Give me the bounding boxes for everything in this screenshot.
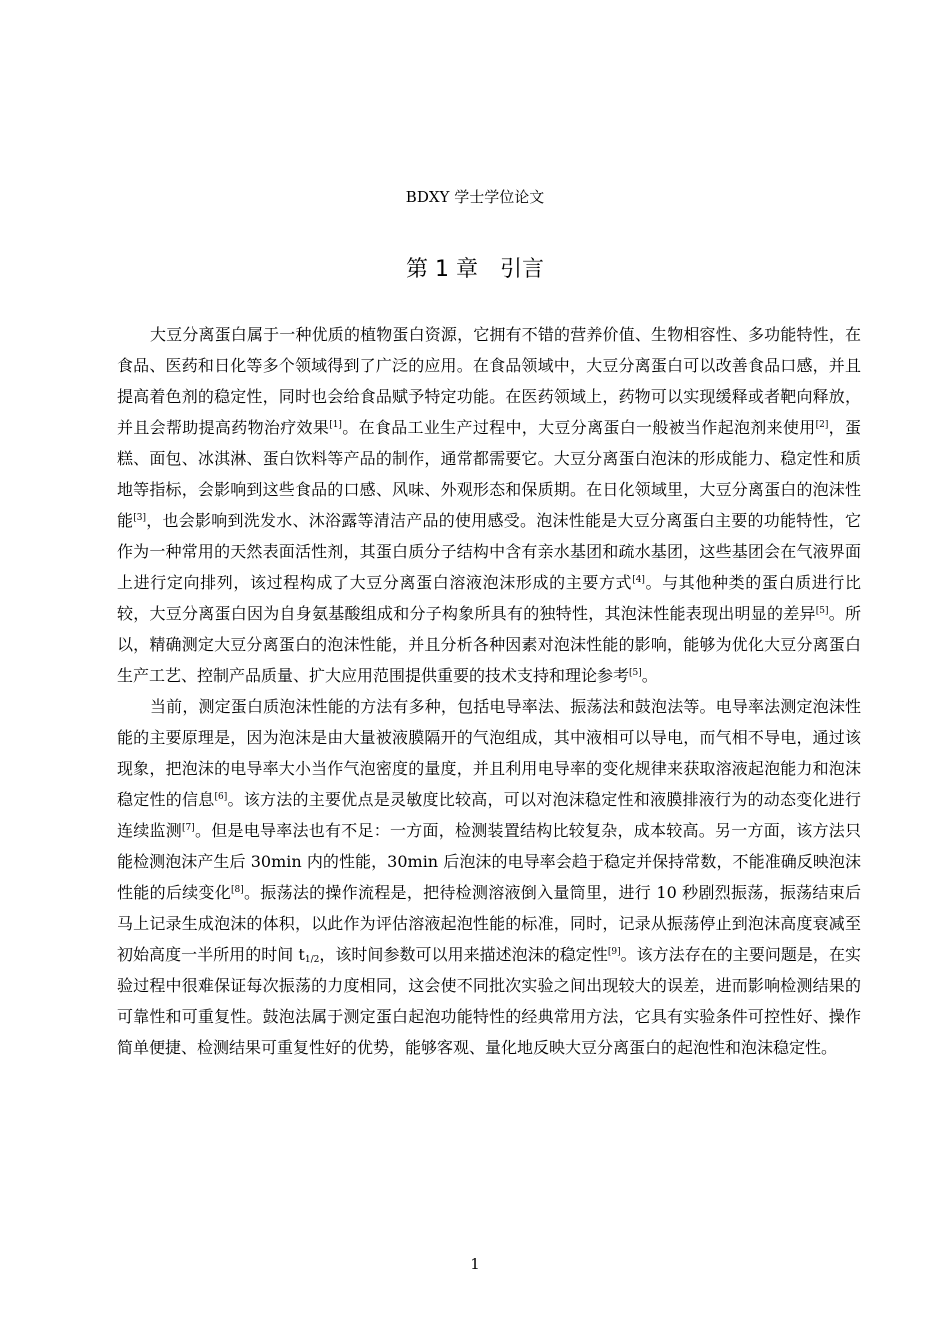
text-run: ，也会影响到洗发水、沐浴露等清洁产品的使用感受。泡沫性能是大豆分离蛋白主要的功能特性，它作为一种常用的天然表面活性剂，其蛋白质分子结构中含有亲水基团和疏水基团，这些基团会在气液界面上进行定向排列，该过程构成了大豆分离蛋白溶液泡沫形成的主要方式 bbox=[117, 511, 861, 592]
chapter-name: 引言 bbox=[499, 257, 544, 282]
citation: [8] bbox=[230, 885, 244, 895]
text-run: 。该方法的主要优点是灵敏度比较高，可以对泡沫稳定性和液膜排液行为的动态变化进行连续监测 bbox=[117, 790, 861, 840]
citation: [5] bbox=[629, 668, 642, 678]
chapter-number: 第 1 章 bbox=[406, 257, 478, 282]
paragraph-1 bbox=[117, 319, 861, 691]
citation: [6] bbox=[214, 792, 228, 802]
running-header: BDXY 学士学位论文 bbox=[405, 188, 545, 206]
citation: [1] bbox=[329, 420, 342, 430]
citation: [5] bbox=[815, 606, 829, 616]
page-number: 1 bbox=[470, 1255, 480, 1273]
text-run: 。 bbox=[641, 666, 658, 685]
citation: [3] bbox=[133, 513, 146, 523]
text-run: 。振荡法的操作流程是，把待检测溶液倒入量筒里，进行 10 秒剧烈振荡，振荡结束后马上记录生成泡沫的体积，以此作为评估溶液起泡性能的标准，同时，记录从振荡停止到泡沫高度衰减至初始高度一半所用的时间 t bbox=[117, 883, 861, 964]
text-run: 大豆分离蛋白属于一种优质的植物蛋白资源，它拥有不错的营养价值、生物相容性、多功能特性，在食品、医药和日化等多个领域得到了广泛的应用。在食品领域中，大豆分离蛋白可以改善食品口感，并且提高着色剂的稳定性，同时也会给食品赋予特定功能。在医药领域上，药物可以实现缓释或者靶向释放，并且会帮助提高药物治疗效果 bbox=[117, 325, 861, 437]
paragraph-2 bbox=[117, 691, 861, 1063]
text-run: 当前，测定蛋白质泡沫性能的方法有多种，包括电导率法、振荡法和鼓泡法等。电导率法测定泡沫性能的主要原理是，因为泡沫是由大量被液膜隔开的气泡组成，其中液相可以导电，而气相不导电，通过该现象，把泡沫的电导率大小当作气泡密度的量度，并且利用电导率的变化规律来获取溶液起泡能力和泡沫稳定性的信息 bbox=[117, 697, 861, 809]
citation: [2] bbox=[815, 420, 829, 430]
citation: [9] bbox=[607, 947, 621, 957]
citation: [4] bbox=[632, 575, 645, 585]
citation: [7] bbox=[182, 823, 195, 833]
body-text bbox=[117, 319, 861, 1063]
text-run: 。在食品工业生产过程中，大豆分离蛋白一般被当作起泡剂来使用 bbox=[341, 418, 816, 437]
text-run: 。但是电导率法也有不足：一方面，检测装置结构比较复杂，成本较高。另一方面，该方法只能检测泡沫产生后 30min 内的性能，30min 后泡沫的电导率会趋于稳定并保持常数，不能准确反映泡沫性能的后续变化 bbox=[117, 821, 861, 902]
text-run: 。该方法存在的主要问题是，在实验过程中很难保证每次振荡的力度相同，这会使不同批次实验之间出现较大的误差，进而影响检测结果的可靠性和可重复性。鼓泡法属于测定蛋白起泡功能特性的经典常用方法，它具有实验条件可控性好、操作简单便捷、检测结果可重复性好的优势，能够客观、量化地反映大豆分离蛋白的起泡性和泡沫稳定性。 bbox=[117, 945, 861, 1057]
text-run: 。所以，精确测定大豆分离蛋白的泡沫性能，并且分析各种因素对泡沫性能的影响，能够为优化大豆分离蛋白生产工艺、控制产品质量、扩大应用范围提供重要的技术支持和理论参考 bbox=[117, 604, 861, 685]
text-run: ，蛋糕、面包、冰淇淋、蛋白饮料等产品的制作，通常都需要它。大豆分离蛋白泡沫的形成能力、稳定性和质地等指标，会影响到这些食品的口感、风味、外观形态和保质期。在日化领域里，大豆分离蛋白的泡沫性能 bbox=[117, 418, 861, 530]
text-run: ，该时间参数可以用来描述泡沫的稳定性 bbox=[319, 945, 608, 964]
chapter-title bbox=[0, 252, 950, 283]
text-run: 。与其他种类的蛋白质进行比较，大豆分离蛋白因为自身氨基酸组成和分子构象所具有的独特性，其泡沫性能表现出明显的差异 bbox=[117, 573, 861, 623]
subscript: 1/2 bbox=[304, 955, 320, 965]
